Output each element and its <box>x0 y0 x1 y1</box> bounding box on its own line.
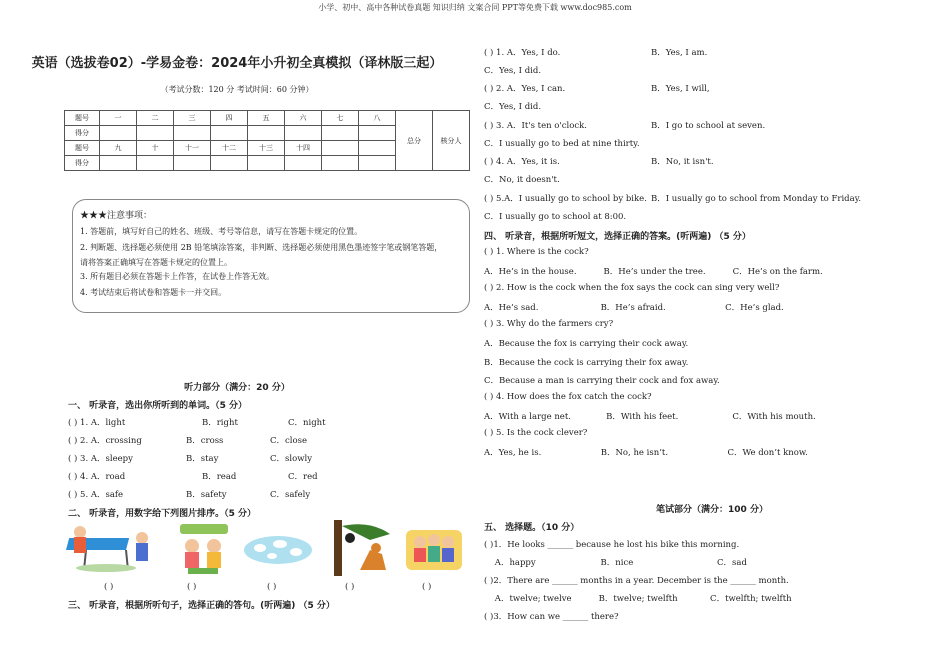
answer-line: C．I usually go to bed at nine thirty. <box>484 139 640 149</box>
family-picture <box>402 520 466 576</box>
fox-and-cock-picture <box>330 520 394 576</box>
written-header: 笔试部分（满分：100 分） <box>656 505 768 515</box>
picture-blank[interactable]: ( ) <box>422 582 432 592</box>
option-b: B．right <box>202 418 238 428</box>
question-line: ( ) 2. How is the cock when the fox says the cock can sing very well? <box>484 283 780 293</box>
score-cell-blank <box>359 141 396 156</box>
question-line: A．With a large net. B．With his feet. C．With his mouth. <box>484 412 816 422</box>
question-line: ( )2．There are ______ months in a year. December is the ______ month. <box>484 576 789 586</box>
score-cell-blank[interactable] <box>137 156 174 171</box>
option-c: C．safely <box>270 490 311 500</box>
notice-item: 4. 考试结束后将试卷和答题卡一并交回。 <box>80 288 227 297</box>
score-table-cell: 五 <box>248 111 285 126</box>
question-line: C．Because a man is carrying their cock and fox away. <box>484 376 720 386</box>
score-cell-blank[interactable] <box>248 126 285 141</box>
score-cell-blank[interactable] <box>285 126 322 141</box>
option-c: C．red <box>288 472 318 482</box>
answer-line: C．I usually go to school at 8:00. <box>484 212 627 222</box>
page-header: 小学、初中、高中各种试卷真题 知识归纳 文案合同 PPT等免费下载 www.doc985.com <box>318 3 632 12</box>
score-table-reviewer: 核分人 <box>433 111 470 171</box>
puddles-picture <box>242 520 314 576</box>
score-cell-blank[interactable] <box>211 156 248 171</box>
notice-item: 2. 判断题、选择题必须使用 2B 铅笔填涂答案，非判断、选择题必须使用黑色墨迹签字笔或钢笔答题， <box>80 243 443 252</box>
score-cell-blank <box>322 156 359 171</box>
score-table-cell: 八 <box>359 111 396 126</box>
score-cell-blank[interactable] <box>137 126 174 141</box>
score-cell-blank <box>359 156 396 171</box>
question-line: A．He’s in the house. B．He’s under the tree. C．He’s on the farm. <box>484 267 823 277</box>
question-line: ( )1．He looks ______ because he lost his bike this morning. <box>484 540 740 550</box>
section-3-title: 三、 听录音，根据所听句子，选择正确的答句。(听两遍) （5 分） <box>68 601 335 611</box>
answer-line: ( ) 2. A．Yes, I can. <box>484 84 566 94</box>
score-cell-blank <box>322 141 359 156</box>
notice-item: 3. 所有题目必须在答题卡上作答，在试卷上作答无效。 <box>80 272 275 281</box>
answer-line: ( ) 4. A．Yes, it is. <box>484 157 560 167</box>
score-cell-blank[interactable] <box>322 126 359 141</box>
score-table <box>64 110 470 171</box>
score-cell-blank[interactable] <box>100 156 137 171</box>
score-table-label: 题号 <box>65 141 100 156</box>
answer-line: ( ) 5.A．I usually go to school by bike. <box>484 194 647 204</box>
option-c: C．night <box>288 418 326 428</box>
score-table-total: 总分 <box>396 111 433 171</box>
option-b: B．cross <box>186 436 224 446</box>
answer-line: B．Yes, I am. <box>651 48 708 58</box>
score-table-cell: 十四 <box>285 141 322 156</box>
notice-item: 1. 答题前，填写好自己的姓名、班级、考号等信息，请写在答题卡规定的位置。 <box>80 227 363 236</box>
score-table-cell: 十 <box>137 141 174 156</box>
score-table-label: 得分 <box>65 156 100 171</box>
answer-line: C．Yes, I did. <box>484 66 542 76</box>
answer-line: ( ) 1. A．Yes, I do. <box>484 48 561 58</box>
score-table-cell: 十二 <box>211 141 248 156</box>
answer-line: B．Yes, I will, <box>651 84 710 94</box>
question-line: A．Because the fox is carrying their cock away. <box>484 339 689 349</box>
notice-heading: ★★★注意事项： <box>80 211 153 221</box>
option-b: B．safety <box>186 490 227 500</box>
option-c: C．slowly <box>270 454 312 464</box>
score-cell-blank[interactable] <box>100 126 137 141</box>
picture-blank[interactable]: ( ) <box>104 582 114 592</box>
picture-blank[interactable]: ( ) <box>267 582 277 592</box>
question: ( ) 4. A．road <box>68 472 126 482</box>
section-5-title: 五、 选择题。（10 分） <box>484 523 580 533</box>
score-cell-blank[interactable] <box>211 126 248 141</box>
score-table-label: 题号 <box>65 111 100 126</box>
score-table-cell: 七 <box>322 111 359 126</box>
score-cell-blank[interactable] <box>248 156 285 171</box>
question-line: ( )3．How can we ______ there? <box>484 612 619 622</box>
score-table-cell: 十三 <box>248 141 285 156</box>
question-line: ( ) 4. How does the fox catch the cock? <box>484 392 652 402</box>
question-line: ( ) 1. Where is the cock? <box>484 247 589 257</box>
answer-line: B．I go to school at seven. <box>651 121 766 131</box>
section-1-title: 一、 听录音，选出你所听到的单词。（5 分） <box>68 401 248 411</box>
question: ( ) 2. A．crossing <box>68 436 142 446</box>
question-line: A．He’s sad. B．He’s afraid. C．He’s glad. <box>484 303 784 313</box>
exam-info: （考试分数：120 分 考试时间：60 分钟） <box>160 85 314 94</box>
listening-header: 听力部分（满分：20 分） <box>184 383 290 393</box>
page-title: 英语（选拔卷02）-学易金卷：2024年小升初全真模拟（译林版三起） <box>31 56 443 71</box>
question: ( ) 1. A．light <box>68 418 126 428</box>
answer-line: C．Yes, I did. <box>484 102 542 112</box>
score-table-cell: 九 <box>100 141 137 156</box>
question-line: ( ) 3. Why do the farmers cry? <box>484 319 614 329</box>
question-line: ( ) 5. Is the cock clever? <box>484 428 588 438</box>
question: ( ) 5. A．safe <box>68 490 124 500</box>
score-table-cell: 六 <box>285 111 322 126</box>
option-b: B．read <box>202 472 237 482</box>
option-c: C．close <box>270 436 307 446</box>
score-table-cell: 一 <box>100 111 137 126</box>
score-table-cell: 十一 <box>174 141 211 156</box>
question-line: A．happy B．nice C．sad <box>484 558 747 568</box>
ping-pong-picture <box>66 520 160 576</box>
answer-line: B．No, it isn't. <box>651 157 714 167</box>
score-table-cell: 二 <box>137 111 174 126</box>
question: ( ) 3. A．sleepy <box>68 454 133 464</box>
score-table-cell: 四 <box>211 111 248 126</box>
answer-line: C．No, it doesn't. <box>484 175 560 185</box>
score-table-label: 得分 <box>65 126 100 141</box>
option-b: B．stay <box>186 454 219 464</box>
kids-banner-picture <box>172 520 236 576</box>
question-line: B．Because the cock is carrying their fox away. <box>484 358 689 368</box>
score-table-cell: 三 <box>174 111 211 126</box>
question-line: A．twelve; twelve B．twelve; twelfth C．twelfth; twelfth <box>484 594 792 604</box>
section-2-title: 二、 听录音，用数字给下列图片排序。（5 分） <box>68 509 257 519</box>
section-4-title: 四、 听录音，根据所听短文，选择正确的答案。(听两遍) （5 分） <box>484 232 751 242</box>
notice-item: 请将答案正确填写在答题卡规定的位置上。 <box>80 258 232 267</box>
picture-blank[interactable]: ( ) <box>345 582 355 592</box>
answer-line: ( ) 3. A．It's ten o'clock. <box>484 121 587 131</box>
answer-line: B．I usually go to school from Monday to Friday. <box>651 194 862 204</box>
score-cell-blank[interactable] <box>359 126 396 141</box>
score-cell-blank[interactable] <box>174 156 211 171</box>
picture-blank[interactable]: ( ) <box>187 582 197 592</box>
question-line: A．Yes, he is. B．No, he isn’t. C．We don’t know. <box>484 448 808 458</box>
score-cell-blank[interactable] <box>174 126 211 141</box>
score-cell-blank[interactable] <box>285 156 322 171</box>
